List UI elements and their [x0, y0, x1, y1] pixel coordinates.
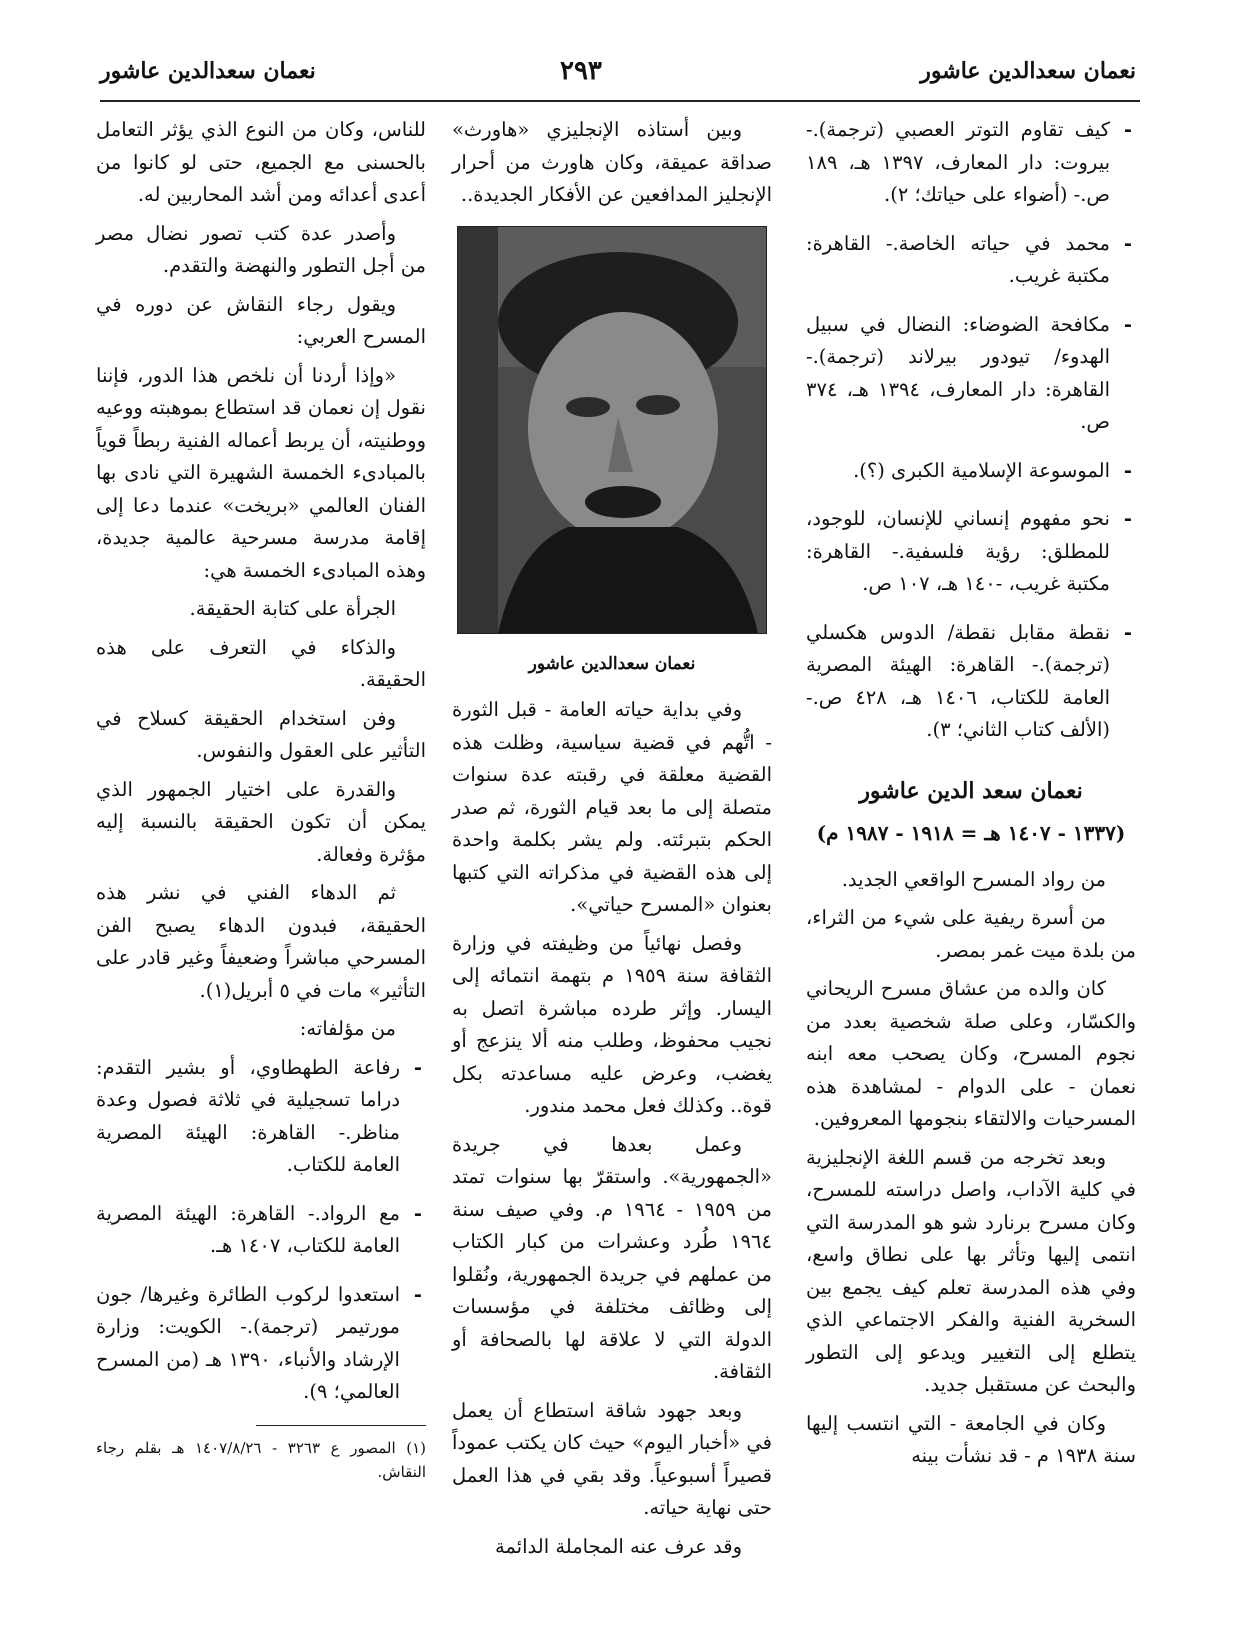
bib-item: - مع الرواد.- القاهرة: الهيئة المصرية العامة للكتاب، ١٤٠٧ هـ. — [96, 1198, 426, 1263]
paragraph: وكان في الجامعة - التي انتسب إليها سنة ١٩٣٨ م - قد نشأت بينه — [806, 1411, 1136, 1467]
paragraph: وعمل بعدها في جريدة «الجمهورية». واستقرّ بها سنوات تمتد من ١٩٥٩ - ١٩٦٤ م. وفي صيف سنة ١٩٦٤ طُرد وعشرات من كبار الكتاب من عملهم في جريدة الجمهورية، ونُقلوا إلى وظائف مختلفة في مؤسسات الدولة التي لا علاقة لها بالصحافة أو الثقافة. — [452, 1132, 772, 1383]
portrait-image — [458, 227, 766, 633]
bib-item: - مكافحة الضوضاء: النضال في سبيل الهدوء/ تيودور بيرلاند (ترجمة).- القاهرة: دار المعارف، ١٣٩٤ هـ، ٣٧٤ ص. — [806, 309, 1136, 439]
paragraph: وقد عرف عنه المجاملة الدائمة — [494, 1534, 742, 1558]
column-right — [806, 114, 1136, 1479]
paragraph: والقدرة على اختيار الجمهور الذي يمكن أن تكون الحقيقة بالنسبة إليه مؤثرة وفعالة. — [96, 777, 426, 866]
bib-item: - كيف تقاوم التوتر العصبي (ترجمة).- بيروت: دار المعارف، ١٣٩٧ هـ، ١٨٩ ص.- (أضواء على حياتك؛ ٢). — [806, 114, 1136, 212]
bib-item: - نقطة مقابل نقطة/ الدوس هكسلي (ترجمة).- القاهرة: الهيئة المصرية العامة للكتاب، ١٤٠٦ هـ، ٤٢٨ ص.- (الألف كتاب الثاني؛ ٣). — [806, 617, 1136, 747]
paragraph: ويقول رجاء النقاش عن دوره في المسرح العربي: — [96, 292, 426, 348]
bibliography-list-2 — [96, 1052, 426, 1409]
paragraph: وفن استخدام الحقيقة كسلاح في التأثير على العقول والنفوس. — [96, 706, 426, 762]
paragraph: من مؤلفاته: — [299, 1017, 396, 1040]
portrait-photo — [457, 226, 767, 634]
paragraph: للناس، وكان من النوع الذي يؤثر التعامل بالحسنى مع الجميع، حتى لو كانوا من أعدى أعدائه ومن أشد المحاربين له. — [96, 118, 426, 206]
paragraph: وبعد جهود شاقة استطاع أن يعمل في «أخبار اليوم» حيث كان يكتب عموداً قصيراً أسبوعياً. وقد بقي في هذا العمل حتى نهاية حياته. — [452, 1398, 772, 1519]
bibliography-list-1 — [806, 114, 1136, 747]
column-middle — [452, 114, 772, 1569]
bib-item: - محمد في حياته الخاصة.- القاهرة: مكتبة غريب. — [806, 228, 1136, 293]
page-number: ٢٩٣ — [560, 56, 602, 86]
paragraph: من رواد المسرح الواقعي الجديد. — [841, 867, 1106, 891]
bib-item: - نحو مفهوم إنساني للإنسان، للوجود، للمطلق: رؤية فلسفية.- القاهرة: مكتبة غريب، -١٤٠ هـ، ١٠٧ ص. — [806, 503, 1136, 601]
header-rule — [100, 100, 1140, 102]
footnote: (١) المصور ع ٣٢٦٣ - ١٤٠٧/٨/٢٦ هـ بقلم رجاء النقاش. — [96, 1438, 426, 1481]
paragraph: كان والده من عشاق مسرح الريحاني والكسّار، وعلى صلة شخصية بعدد من نجوم المسرح، وكان يصحب معه ابنه نعمان - على الدوام - لمشاهدة هذه المسرحيات والالتقاء بنجومها المعروفين. — [806, 977, 1136, 1130]
paragraph: وأصدر عدة كتب تصور نضال مصر من أجل التطور والنهضة والتقدم. — [96, 221, 426, 277]
paragraph: وبين أستاذه الإنجليزي «هاورث» صداقة عميقة، وكان هاورث من أحرار الإنجليز المدافعين عن الأفكار الجديدة.. — [452, 118, 772, 206]
paragraph: الجرأة على كتابة الحقيقة. — [189, 597, 396, 620]
running-header-left: نعمان سعدالدين عاشور — [100, 58, 316, 84]
paragraph: وفصل نهائياً من وظيفته في وزارة الثقافة سنة ١٩٥٩ م بتهمة انتمائه إلى اليسار. وإثر طرده مباشرة اتصل به نجيب محفوظ، وطلب منه ألا ينزعج أو يغضب، وعرض عليه مساعدته بكل قوة.. وكذلك فعل محمد مندور. — [452, 931, 772, 1117]
paragraph: من أسرة ريفية على شيء من الثراء، من بلدة ميت غمر بمصر. — [806, 906, 1136, 962]
column-left — [96, 114, 426, 1484]
bib-item: - استعدوا لركوب الطائرة وغيرها/ جون مورتيمر (ترجمة).- الكويت: وزارة الإرشاد والأنباء، ١٣٩٠ هـ (من المسرح العالمي؛ ٩). — [96, 1279, 426, 1409]
footnote-rule — [256, 1425, 426, 1426]
paragraph: وبعد تخرجه من قسم اللغة الإنجليزية في كلية الآداب، واصل دراسته للمسرح، وكان مسرح برنارد شو هو المدرسة التي انتمى إليها وتأثر بها على نطاق واسع، وفي هذه المدرسة تعلم كيف يجمع بين السخرية الفنية والفكر الاجتماعي الذي يتطلع إلى التغيير ويدعو إلى التطور والبحث عن مستقبل جديد. — [806, 1145, 1136, 1396]
entry-title: نعمان سعد الدين عاشور — [859, 777, 1083, 804]
paragraph: «وإذا أردنا أن نلخص هذا الدور، فإننا نقول إن نعمان قد استطاع بموهبته ووعيه ووطنيته، أن يربط أعماله الفنية ربطاً قوياً بالمبادىء الخمسة الشهيرة التي نادى بها الفنان العالمي «بريخت» عندما دعا إلى إقامة مدرسة مسرحية عالمية جديدة، وهذه المبادىء الخمسة هي: — [96, 363, 426, 582]
bib-item: - الموسوعة الإسلامية الكبرى (؟). — [806, 455, 1136, 488]
entry-dates: (١٣٣٧ - ١٤٠٧ هـ = ١٩١٨ - ١٩٨٧ م) — [816, 821, 1126, 845]
photo-caption: نعمان سعدالدين عاشور — [528, 653, 696, 674]
bib-item: - رفاعة الطهطاوي، أو بشير التقدم: دراما تسجيلية في ثلاثة فصول وعدة مناظر.- القاهرة: الهيئة المصرية العامة للكتاب. — [96, 1052, 426, 1182]
running-header-right: نعمان سعدالدين عاشور — [920, 58, 1136, 84]
paragraph: والذكاء في التعرف على هذه الحقيقة. — [96, 635, 426, 691]
paragraph: وفي بداية حياته العامة - قبل الثورة - اتُّهم في قضية سياسية، وظلت هذه القضية معلقة في رقبته عدة سنوات متصلة إلى ما بعد قيام الثورة، ثم صدر الحكم بتبرئته. ولم يشر بكلمة واحدة إلى هذه القضية في مذكراته التي كتبها بعنوان «المسرح حياتي». — [452, 698, 772, 916]
paragraph: ثم الدهاء الفني في نشر هذه الحقيقة، فبدون الدهاء يصبح الفن المسرحي مباشراً وضعيفاً وغير قادر على التأثير» مات في ٥ أبريل(١). — [96, 881, 426, 1002]
